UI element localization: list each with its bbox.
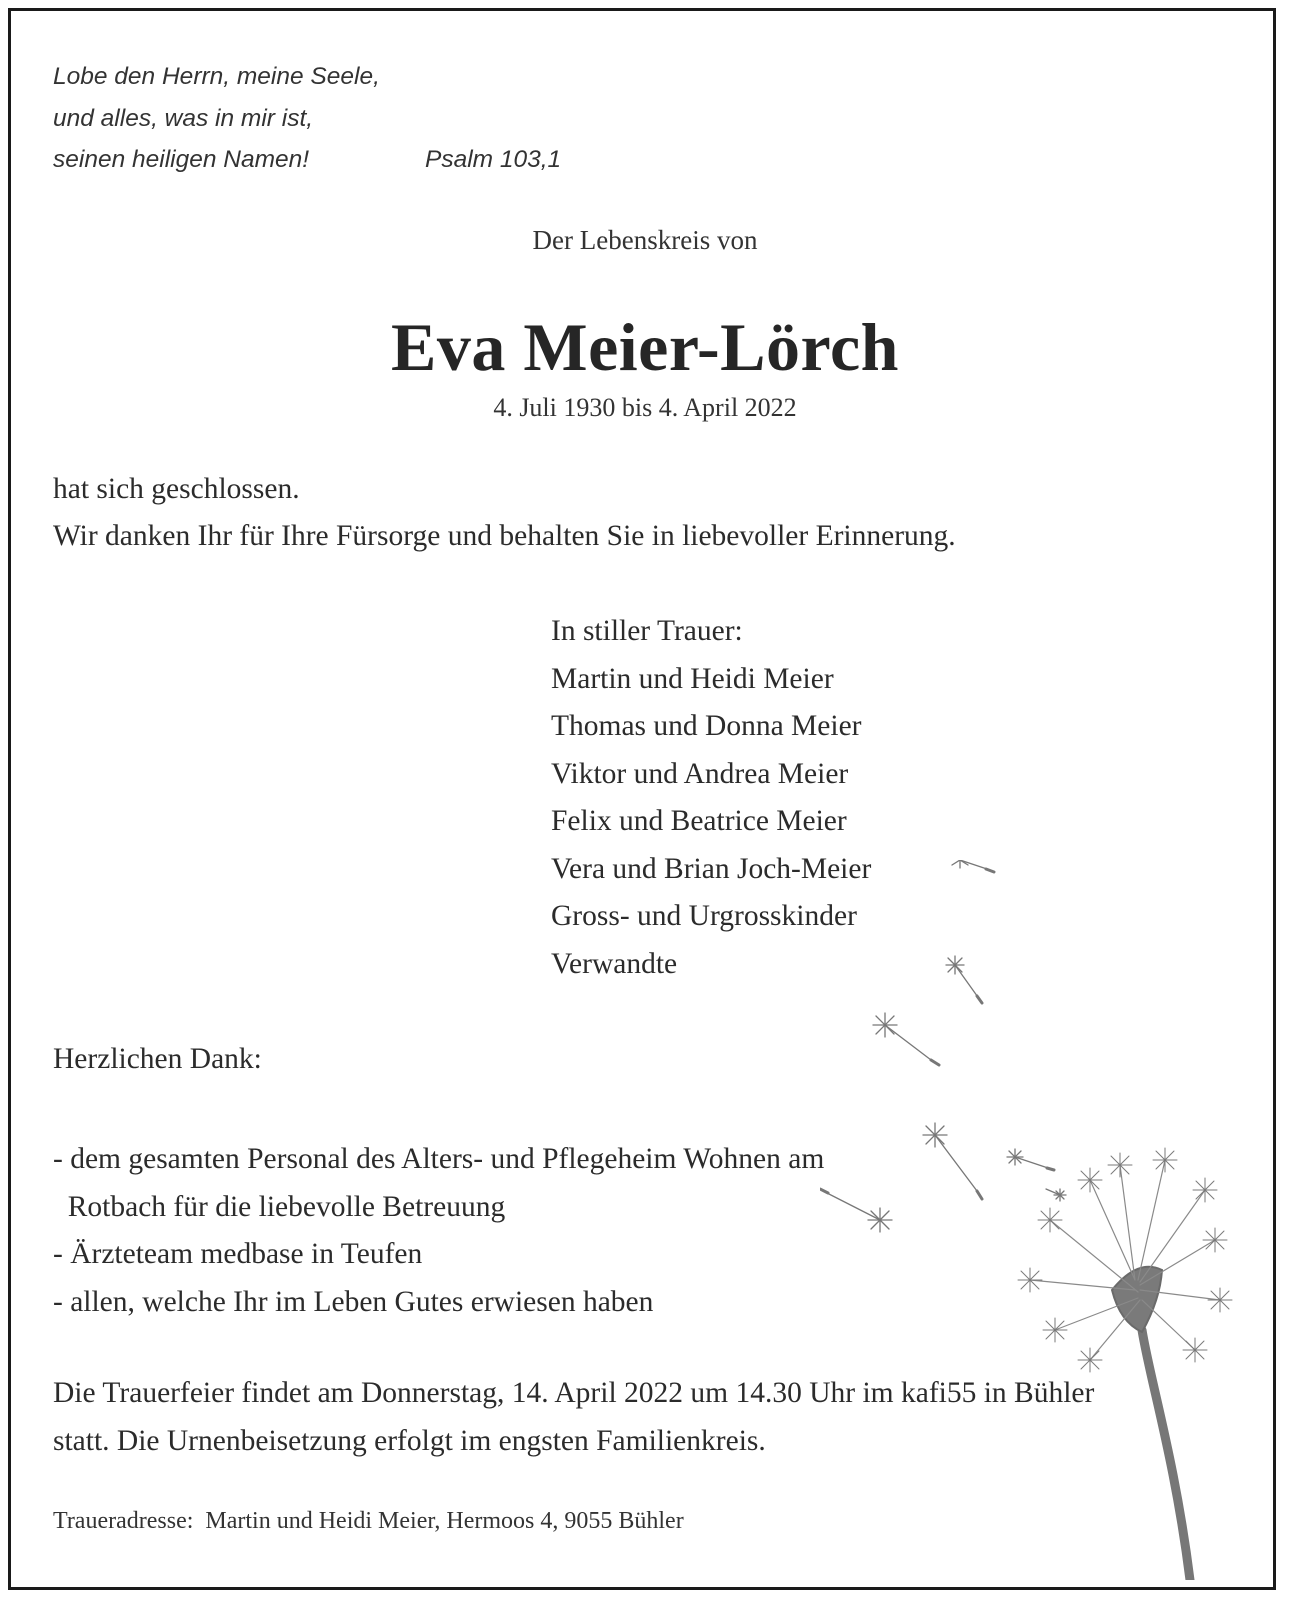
- thanks-item: - allen, welche Ihr im Leben Gutes erwiesen haben: [53, 1285, 654, 1318]
- mourner-name: Vera und Brian Joch-Meier: [551, 852, 872, 885]
- ceremony-line: statt. Die Urnenbeisetzung erfolgt im engsten Familienkreis.: [53, 1424, 766, 1457]
- closing-line: hat sich geschlossen.: [53, 473, 300, 505]
- psalm-quote: [53, 56, 562, 181]
- life-dates: 4. Juli 1930 bis 4. April 2022: [493, 393, 797, 422]
- thanks-item: - dem gesamten Personal des Alters- und Pflegeheim Wohnen am: [53, 1143, 825, 1175]
- thanks-heading: Herzlichen Dank:: [53, 1043, 262, 1075]
- mourner-name: Verwandte: [551, 947, 678, 980]
- mourner-name: Gross- und Urgrosskinder: [551, 900, 857, 932]
- psalm-reference: Psalm 103,1: [425, 146, 562, 173]
- psalm-line: Lobe den Herrn, meine Seele,: [53, 63, 380, 90]
- thanks-item: Rotbach für die liebevolle Betreuung: [53, 1190, 506, 1223]
- mourners-heading: In stiller Trauer:: [551, 615, 743, 647]
- thanks-list: [53, 1136, 824, 1326]
- psalm-line: seinen heiligen Namen!: [53, 146, 310, 173]
- ceremony-line: Die Trauerfeier findet am Donnerstag, 14. April 2022 um 14.30 Uhr im kafi55 in Bühler: [53, 1377, 1095, 1409]
- closing-text: [53, 466, 956, 560]
- mourner-name: Viktor und Andrea Meier: [551, 757, 849, 790]
- closing-line: Wir danken Ihr für Ihre Fürsorge und behalten Sie in liebevoller Erinnerung.: [53, 520, 956, 552]
- intro-text: Der Lebenskreis von: [532, 225, 758, 255]
- psalm-line: und alles, was in mir ist,: [53, 104, 314, 132]
- dandelion-illustration-icon: [820, 860, 1260, 1580]
- thanks-item: - Ärzteteam medbase in Teufen: [53, 1238, 423, 1270]
- mourning-address: Traueradresse: Martin und Heidi Meier, Hermoos 4, 9055 Bühler: [53, 1508, 684, 1534]
- mourner-name: Thomas und Donna Meier: [551, 710, 862, 742]
- mourner-name: Martin und Heidi Meier: [551, 662, 834, 695]
- mourner-name: Felix und Beatrice Meier: [551, 805, 847, 837]
- deceased-name: Eva Meier-Lörch: [391, 309, 899, 385]
